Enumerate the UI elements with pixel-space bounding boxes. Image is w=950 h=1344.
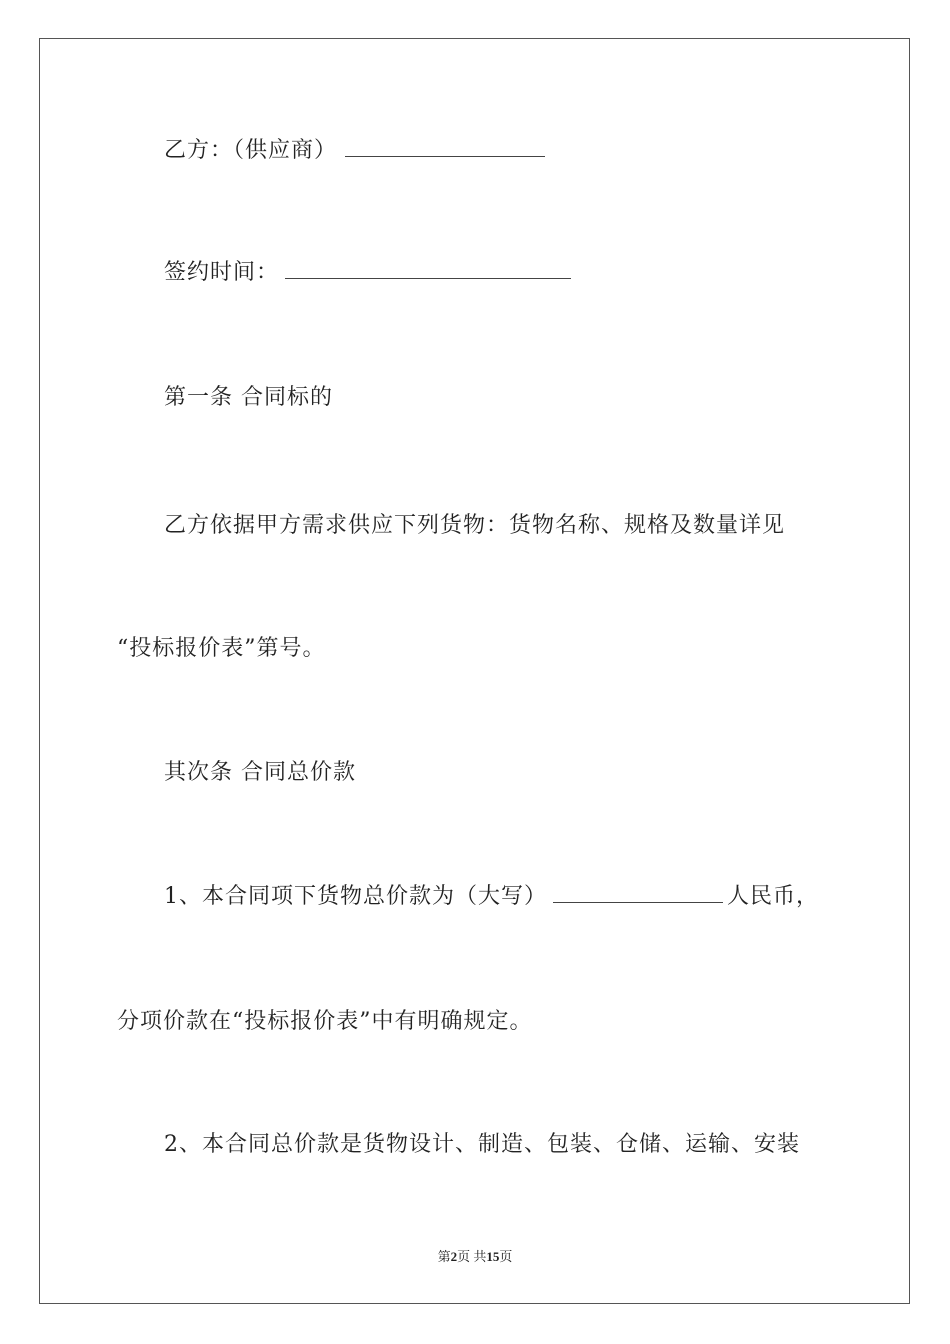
page-number: 2 — [450, 1249, 458, 1264]
party-b-label: 乙方：（供应商） — [164, 138, 338, 163]
clause-2-text: 2、本合同总价款是货物设计、制造、包装、仓储、运输、安装 — [164, 1132, 800, 1157]
clause-1-prefix: 1、本合同项下货物总价款为（大写） — [164, 884, 547, 909]
amount-blank — [553, 882, 723, 903]
party-b-line — [164, 136, 545, 166]
page-footer — [0, 1246, 950, 1265]
article-1-title: 第一条 合同标的 — [164, 385, 333, 410]
total-pages: 15 — [486, 1249, 500, 1264]
page-prefix: 第 — [437, 1249, 451, 1264]
clause-1-line — [164, 882, 819, 912]
sign-time-label: 签约时间： — [164, 260, 280, 285]
party-b-blank — [345, 136, 545, 157]
clause-1-suffix: 人民币， — [727, 884, 820, 909]
article-1-text-a: 乙方依据甲方需求供应下列货物：货物名称、规格及数量详见 — [164, 513, 786, 538]
article-1-text-b: “投标报价表”第号。 — [117, 636, 326, 661]
clause-1-cont: 分项价款在“投标报价表”中有明确规定。 — [117, 1009, 533, 1034]
page-mid: 页 共 — [457, 1249, 487, 1264]
sign-time-blank — [285, 258, 571, 279]
article-2-title: 其次条 合同总价款 — [164, 760, 356, 785]
sign-time-line — [164, 258, 571, 288]
page-border — [39, 38, 910, 1304]
page-suffix: 页 — [499, 1249, 513, 1264]
